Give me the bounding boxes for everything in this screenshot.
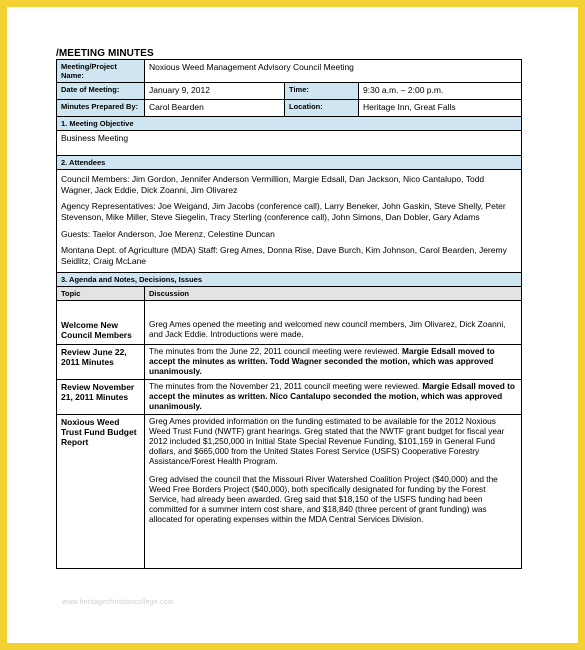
objective-section-row bbox=[57, 117, 522, 131]
date-value: January 9, 2012 bbox=[145, 83, 285, 100]
june-minutes-motion: Margie Edsall moved to accept the minutes as written. Todd Wagner seconded the motion, which was approved unanimously. bbox=[149, 346, 495, 377]
location-value: Heritage Inn, Great Falls bbox=[359, 100, 522, 117]
meeting-project-row bbox=[57, 60, 522, 83]
discussion-budget-report bbox=[145, 415, 522, 569]
attendees-section-label: 2. Attendees bbox=[57, 156, 522, 170]
topic-header: Topic bbox=[57, 287, 145, 301]
council-members: Council Members: Jim Gordon, Jennifer Anderson Vermillion, Margie Edsall, Dan Jackson, Nico Cantalupo, Todd Wagner, Jack Eddie, Dick Zoanni, Jim Olivarez bbox=[61, 174, 485, 195]
topic-june-minutes: Review June 22, 2011 Minutes bbox=[57, 345, 145, 380]
objective-section-label: 1. Meeting Objective bbox=[57, 117, 522, 131]
agenda-row-budget-report bbox=[57, 415, 522, 569]
prepared-location-row bbox=[57, 100, 522, 117]
date-label: Date of Meeting: bbox=[57, 83, 145, 100]
meeting-project-label: Meeting/Project Name: bbox=[57, 60, 145, 83]
prepared-label: Minutes Prepared By: bbox=[57, 100, 145, 117]
objective-text: Business Meeting bbox=[57, 131, 522, 156]
topic-november-minutes: Review November 21, 2011 Minutes bbox=[57, 380, 145, 415]
june-minutes-review: The minutes from the June 22, 2011 council meeting were reviewed. bbox=[149, 346, 403, 357]
agenda-row-november-minutes bbox=[57, 380, 522, 415]
prepared-value: Carol Bearden bbox=[145, 100, 285, 117]
agenda-section-label: 3. Agenda and Notes, Decisions, Issues bbox=[57, 273, 522, 287]
november-minutes-motion: Margie Edsall moved to accept the minutes as written. Nico Cantalupo seconded the motion, which was approved unanimously. bbox=[149, 381, 515, 412]
mda-staff: Montana Dept. of Agriculture (MDA) Staff: Greg Ames, Donna Rise, Dave Burch, Kim Johnson, Carol Bearden, Jeremy Seidlitz, Craig McLane bbox=[61, 245, 507, 266]
discussion-november-minutes bbox=[145, 380, 522, 415]
document-title: /MEETING MINUTES bbox=[56, 48, 154, 59]
attendees-section-row bbox=[57, 156, 522, 170]
agenda-section-row bbox=[57, 273, 522, 287]
attendees-cell bbox=[57, 170, 522, 273]
time-value: 9:30 a.m. – 2:00 p.m. bbox=[359, 83, 522, 100]
attendees-row bbox=[57, 170, 522, 273]
discussion-header: Discussion bbox=[145, 287, 522, 301]
november-minutes-review: The minutes from the November 21, 2011 council meeting were reviewed. bbox=[149, 381, 423, 392]
budget-paragraph-1: Greg Ames provided information on the funding estimated to be available for the 2012 Noxious Weed Trust Fund (NWTF) grant hearings. Greg stated that the NWTF grant budget for fiscal year 2012 included $1,250,000 in Initial State Special Revenue Funding, $101,159 in General Fund dollars, and $665,000 from the United States Forest Service (USFS) Cooperative Forestry Assistance/Forest Health Program. bbox=[149, 416, 505, 466]
agenda-row-june-minutes bbox=[57, 345, 522, 380]
location-label: Location: bbox=[285, 100, 359, 117]
objective-row bbox=[57, 131, 522, 156]
minutes-table bbox=[56, 59, 522, 569]
discussion-welcome: Greg Ames opened the meeting and welcomed new council members, Jim Olivarez, Dick Zoanni, and Jack Eddie. Introductions were made. bbox=[145, 301, 522, 345]
date-time-row bbox=[57, 83, 522, 100]
topic-welcome: Welcome New Council Members bbox=[57, 301, 145, 345]
agency-representatives: Agency Representatives: Joe Weigand, Jim Jacobs (conference call), Larry Beneker, John Gaskin, Steve Shelly, Peter Stevenson, Mike Miller, Steve Siegelin, Tracy Sterling (conference call), John Simons, Dan Dobler, Gary Adams bbox=[61, 201, 506, 222]
guests: Guests: Taelor Anderson, Joe Merenz, Celestine Duncan bbox=[61, 228, 275, 239]
agenda-row-welcome bbox=[57, 301, 522, 345]
meeting-project-value: Noxious Weed Management Advisory Council Meeting bbox=[145, 60, 522, 83]
time-label: Time: bbox=[285, 83, 359, 100]
topic-budget-report: Noxious Weed Trust Fund Budget Report bbox=[57, 415, 145, 569]
agenda-header-row bbox=[57, 287, 522, 301]
watermark: www.heritagechristiancollege.com bbox=[62, 599, 174, 606]
discussion-june-minutes bbox=[145, 345, 522, 380]
budget-paragraph-2: Greg advised the council that the Missouri River Watershed Coalition Project ($40,000) and the Weed Free Borders Project ($40,000), both specifically designated for funding by the Forest Service, had already been awarded. Greg said that $18,150 of the USFS funding had been committed for a summer intern cost share, and $18,840 (three percent of grant funding) was allocated for operating expenses within the MDA Central Services Division. bbox=[149, 473, 498, 524]
